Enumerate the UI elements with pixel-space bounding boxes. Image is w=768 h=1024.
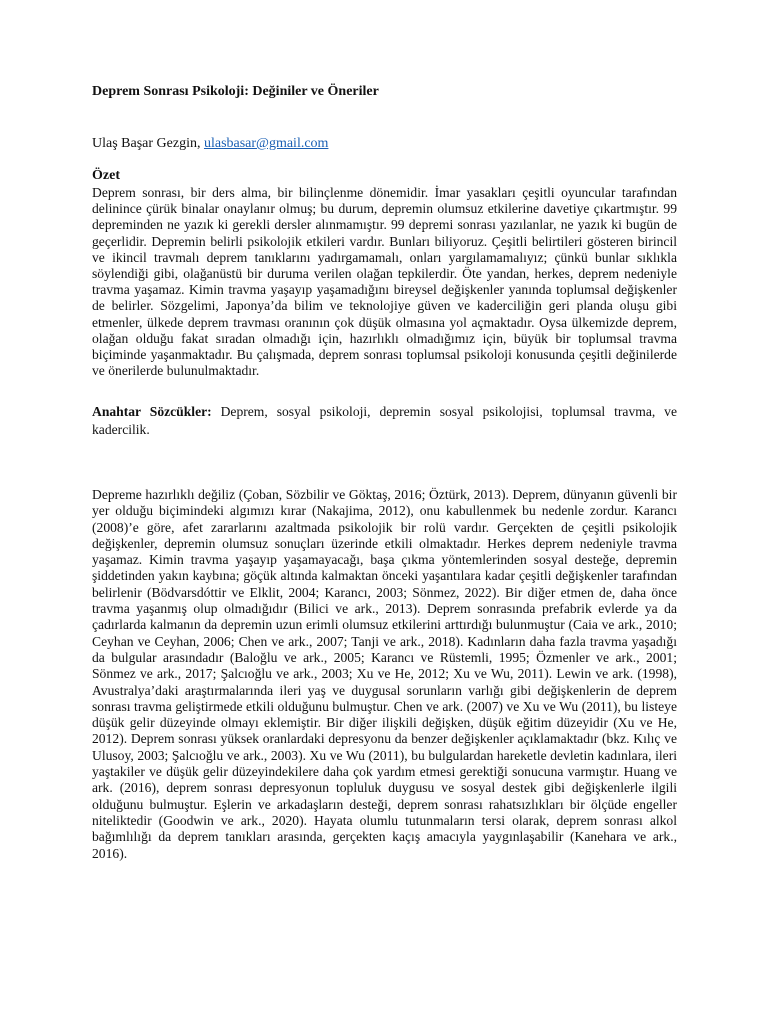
abstract-text: Deprem sonrası, bir ders alma, bir bilinçlenme dönemidir. İmar yasakları çeşitli oyuncular tarafından delinince çürük binalar onaylanır olmuş; bu durum, depremin olumsuz etkilerine davetiye çıkartmıştır. 99 depreminden ne yazık ki gerekli dersler alınmamıştır. 99 depremi sonrası yazılanlar, ne yazık ki bugün de geçerlidir. Depremin belirli psikolojik etkileri vardır. Bunları biliyoruz. Çeşitli belirtileri gösteren birincil ve ikincil travmalı deprem tanıklarını yadırgamamalı, onları yargılamamalıyız; çünkü bunlar sıklıkla söylendiği gibi, olağanüstü bir duruma verilen olağan tepkilerdir. Öte yandan, herkes, deprem nedeniyle travma yaşamaz. Kimin travma yaşayıp yaşamadığını bireysel değişkenler yanında toplumsal değişkenler de belirler. Sözgelimi, Japonya’da bilim ve teknolojiye güven ve kaderciliğin geri planda oluşu gibi etmenler, ülkede deprem travması oranının çok düşük olmasına yol açmaktadır. Oysa ülkemizde deprem, olağan olduğu fakat sıradan olmadığı için, hazırlıklı olmadığımız için, büyük bir toplumsal travma biçiminde yaşanmaktadır. Bu çalışmada, deprem sonrası toplumsal psikoloji konusunda çeşitli değinilerde ve önerilerde bulunulmaktadır. [92, 185, 677, 379]
keywords-label: Anahtar Sözcükler: [92, 404, 212, 419]
keywords-line [92, 403, 677, 439]
author-name: Ulaş Başar Gezgin, [92, 136, 201, 151]
keywords-text: Deprem, sosyal psikoloji, depremin sosyal psikolojisi, toplumsal travma, ve kadercilik. [92, 404, 677, 437]
author-email-link[interactable]: ulasbasar@gmail.com [203, 136, 329, 151]
abstract-heading: Özet [92, 168, 120, 183]
document-title: Deprem Sonrası Psikoloji: Değiniler ve Öneriler [92, 84, 379, 99]
body-paragraph: Depreme hazırlıklı değiliz (Çoban, Sözbilir ve Göktaş, 2016; Öztürk, 2013). Deprem, dünyanın güvenli bir yer olduğu biçimindeki algımızı kırar (Nakajima, 2012), onu kabullenmek bu nedenle zordur. Karancı (2008)’e göre, afet zararlarını azaltmada psikolojik bir rolü vardır. Gerçekten de çeşitli psikolojik değişkenler, depremin olumsuz sonuçları üzerinde etkili olmaktadır. Herkes deprem nedeniyle travma yaşamaz. Kimin travma yaşayıp yaşamayacağı, başa çıkma yöntemlerinden sosyal desteğe, depremin şiddetinden yakın kaybına; göçük altında kalmaktan önceki yaşantılara kadar çeşitli değişkenler tarafından belirlenir (Bödvarsdóttir ve Elklit, 2004; Karancı, 2003; Sönmez, 2022). Bir diğer etmen de, daha önce travma yaşanmış olup olmadığıdır (Bilici ve ark., 2013). Deprem sonrasında prefabrik evlerde ya da çadırlarda kalmanın da depremin uzun erimli olumsuz etkilerini arttırdığı bulunmuştur (Caia ve ark., 2010; Ceyhan ve Ceyhan, 2006; Chen ve ark., 2007; Tanji ve ark., 2018). Kadınların daha fazla travma yaşadığı da bulgular arasındadır (Baloğlu ve ark., 2005; Karancı ve Rüstemli, 1995; Özmenler ve ark., 2001; Sönmez ve ark., 2017; Şalcıoğlu ve ark., 2003; Xu ve He, 2012; Xu ve Wu, 2011). Lewin ve ark. (1998), Avustralya’daki araştırmalarında ileri yaş ve duygusal sorunların varlığı gibi değişkenlerin de deprem sonrası travma geliştirmede etkili olduğunu bulmuştur. Chen ve ark. (2007) ve Xu ve Wu (2011), bu listeye düşük gelir düzeyinde olmayı eklemiştir. Bir diğer ilişkili değişken, düşük eğitim düzeyidir (Xu ve He, 2012). Deprem sonrası yüksek oranlardaki depresyonu da benzer değişkenler açıklamaktadır (bkz. Kılıç ve Ulusoy, 2003; Şalcıoğlu ve ark., 2003). Xu ve Wu (2011), bu bulgulardan hareketle devletin kadınlara, ileri yaştakiler ve düşük gelir düzeyindekilere daha çok yardım etmesi gerektiği sonucuna varmıştır. Huang ve ark. (2016), deprem sonrası depresyonun topluluk duygusu ve sosyal destek gibi değişkenlerle ilgili olduğunu bulmuştur. Eşlerin ve arkadaşların desteği, deprem sonrası rahatsızlıkları bir ölçüde engeller niteliktedir (Goodwin ve ark., 2020). Hayata olumlu tutunmaların tersi olarak, deprem sonrası alkol bağımlılığı da deprem tanıkları arasında, gerçekten kaçış amacıyla yaygınlaşabilir (Kanehara ve ark., 2016). [92, 487, 677, 861]
author-line [92, 136, 328, 152]
